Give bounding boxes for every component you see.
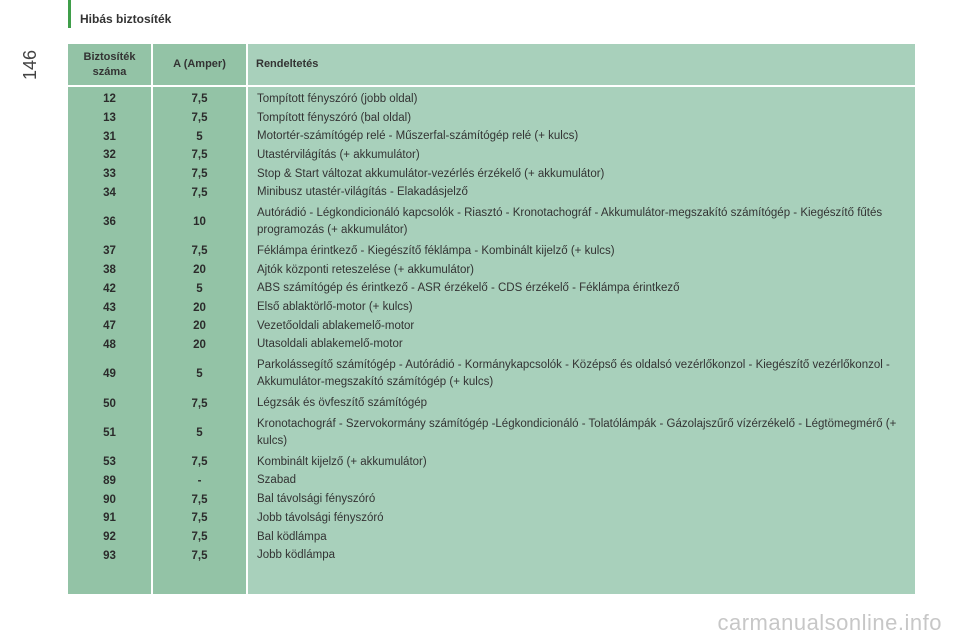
table-row bbox=[68, 261, 915, 280]
purpose-cell: Minibusz utastér-világítás - Elakadásjelző bbox=[257, 186, 468, 199]
fuse-number-cell: 91 bbox=[103, 512, 116, 525]
section-accent-bar bbox=[68, 0, 71, 28]
amp-cell: 5 bbox=[196, 130, 203, 143]
amp-cell: 7,5 bbox=[191, 112, 208, 125]
table-row bbox=[68, 490, 915, 509]
table-row bbox=[68, 509, 915, 528]
purpose-cell: Stop & Start változat akkumulátor-vezérlés érzékelő (+ akkumulátor) bbox=[257, 167, 605, 180]
purpose-cell: Szabad bbox=[257, 474, 297, 487]
fuse-number-cell: 43 bbox=[103, 301, 116, 314]
table-row bbox=[68, 453, 915, 472]
amp-cell: - bbox=[197, 474, 202, 487]
fuse-number-cell: 48 bbox=[103, 338, 116, 351]
purpose-cell: Kronotachográf - Szervokormány számítógép -Légkondicionáló - Tolatólámpák - Gázolajszűrő vízérzékelő - Légtömegmérő (+ kulcs) bbox=[257, 417, 897, 447]
fuse-number-cell: 31 bbox=[103, 130, 116, 143]
page-number: 146 bbox=[20, 49, 40, 80]
fuse-number-cell: 53 bbox=[103, 456, 116, 469]
amp-cell: 7,5 bbox=[191, 512, 208, 525]
amp-cell: 20 bbox=[193, 338, 206, 351]
table-row bbox=[68, 528, 915, 547]
fuse-table bbox=[68, 44, 915, 594]
column-header-purpose: Rendeltetés bbox=[256, 58, 319, 70]
table-row bbox=[68, 90, 915, 109]
table-body bbox=[68, 90, 915, 565]
purpose-cell: Vezetőoldali ablakemelő-motor bbox=[257, 319, 415, 332]
fuse-number-cell: 92 bbox=[103, 531, 116, 544]
fuse-number-cell: 50 bbox=[103, 397, 116, 410]
amp-cell: 20 bbox=[193, 264, 206, 277]
purpose-cell: Tompított fényszóró (jobb oldal) bbox=[257, 92, 418, 105]
table-row bbox=[68, 242, 915, 261]
table-row bbox=[68, 472, 915, 491]
table-row bbox=[68, 394, 915, 413]
amp-cell: 7,5 bbox=[191, 93, 208, 106]
table-row bbox=[68, 165, 915, 184]
amp-cell: 7,5 bbox=[191, 149, 208, 162]
purpose-cell: Jobb távolsági fényszóró bbox=[257, 511, 384, 524]
purpose-cell: Féklámpa érintkező - Kiegészítő féklámpa - Kombinált kijelző (+ kulcs) bbox=[257, 244, 615, 257]
purpose-cell: Autórádió - Légkondicionáló kapcsolók - Riasztó - Kronotachográf - Akkumulátor-megszakító számítógép - Kiegészítő fűtés programozás (+ akkumulátor) bbox=[257, 207, 883, 237]
watermark: carmanualsonline.info bbox=[717, 610, 942, 635]
amp-cell: 7,5 bbox=[191, 493, 208, 506]
amp-cell: 7,5 bbox=[191, 397, 208, 410]
fuse-number-cell: 32 bbox=[103, 149, 116, 162]
fuse-number-cell: 33 bbox=[103, 168, 116, 181]
table-row bbox=[68, 546, 915, 565]
purpose-cell: Tompított fényszóró (bal oldal) bbox=[257, 111, 412, 124]
purpose-cell: Légzsák és övfeszítő számítógép bbox=[257, 397, 428, 410]
table-row bbox=[68, 202, 915, 242]
fuse-number-cell: 49 bbox=[103, 368, 116, 381]
purpose-cell: Jobb ködlámpa bbox=[257, 549, 335, 562]
amp-cell: 7,5 bbox=[191, 456, 208, 469]
column-header-fuse-number: Biztosíték száma bbox=[83, 50, 136, 78]
table-row bbox=[68, 183, 915, 202]
table-row bbox=[68, 317, 915, 336]
table-row bbox=[68, 127, 915, 146]
amp-cell: 5 bbox=[196, 426, 203, 439]
amp-cell: 7,5 bbox=[191, 245, 208, 258]
amp-cell: 5 bbox=[196, 368, 203, 381]
fuse-number-cell: 90 bbox=[103, 493, 116, 506]
table-row bbox=[68, 280, 915, 299]
amp-cell: 10 bbox=[193, 216, 206, 229]
purpose-cell: Motortér-számítógép relé - Műszerfal-számítógép relé (+ kulcs) bbox=[257, 130, 579, 143]
purpose-cell: Első ablaktörlő-motor (+ kulcs) bbox=[257, 301, 413, 314]
purpose-cell: ABS számítógép és érintkező - ASR érzékelő - CDS érzékelő - Féklámpa érintkező bbox=[257, 282, 680, 295]
table-row bbox=[68, 354, 915, 394]
amp-cell: 20 bbox=[193, 320, 206, 333]
table-row bbox=[68, 336, 915, 355]
amp-cell: 7,5 bbox=[191, 168, 208, 181]
purpose-cell: Ajtók központi reteszelése (+ akkumulátor) bbox=[257, 263, 475, 276]
column-header-amp: A (Amper) bbox=[173, 58, 226, 70]
amp-cell: 7,5 bbox=[191, 549, 208, 562]
fuse-number-cell: 37 bbox=[103, 245, 116, 258]
fuse-number-cell: 42 bbox=[103, 282, 116, 295]
fuse-number-cell: 12 bbox=[103, 93, 116, 106]
fuse-number-cell: 47 bbox=[103, 320, 116, 333]
table-row bbox=[68, 109, 915, 128]
purpose-cell: Parkolássegítő számítógép - Autórádió - Kormánykapcsolók - Középső és oldalsó vezérlőkonzol - Kiegészítő vezérlőkonzol - Akkumulátor-megszakító számítógép (+ kulcs) bbox=[257, 359, 890, 389]
fuse-number-cell: 36 bbox=[103, 216, 116, 229]
table-row bbox=[68, 413, 915, 453]
fuse-number-cell: 93 bbox=[103, 549, 116, 562]
fuse-number-cell: 13 bbox=[103, 112, 116, 125]
purpose-cell: Bal ködlámpa bbox=[257, 530, 327, 543]
header-divider bbox=[68, 85, 915, 87]
fuse-number-cell: 89 bbox=[103, 474, 116, 487]
amp-cell: 20 bbox=[193, 301, 206, 314]
fuse-number-cell: 34 bbox=[103, 186, 116, 199]
purpose-cell: Utastérvilágítás (+ akkumulátor) bbox=[257, 148, 420, 161]
fuse-number-cell: 38 bbox=[103, 264, 116, 277]
amp-cell: 7,5 bbox=[191, 531, 208, 544]
purpose-cell: Utasoldali ablakemelő-motor bbox=[257, 338, 403, 351]
fuse-number-cell: 51 bbox=[103, 426, 116, 439]
table-row bbox=[68, 146, 915, 165]
table-row bbox=[68, 298, 915, 317]
amp-cell: 5 bbox=[196, 282, 203, 295]
purpose-cell: Kombinált kijelző (+ akkumulátor) bbox=[257, 455, 427, 468]
amp-cell: 7,5 bbox=[191, 186, 208, 199]
purpose-cell: Bal távolsági fényszóró bbox=[257, 493, 376, 506]
section-title: Hibás biztosíték bbox=[80, 12, 172, 26]
